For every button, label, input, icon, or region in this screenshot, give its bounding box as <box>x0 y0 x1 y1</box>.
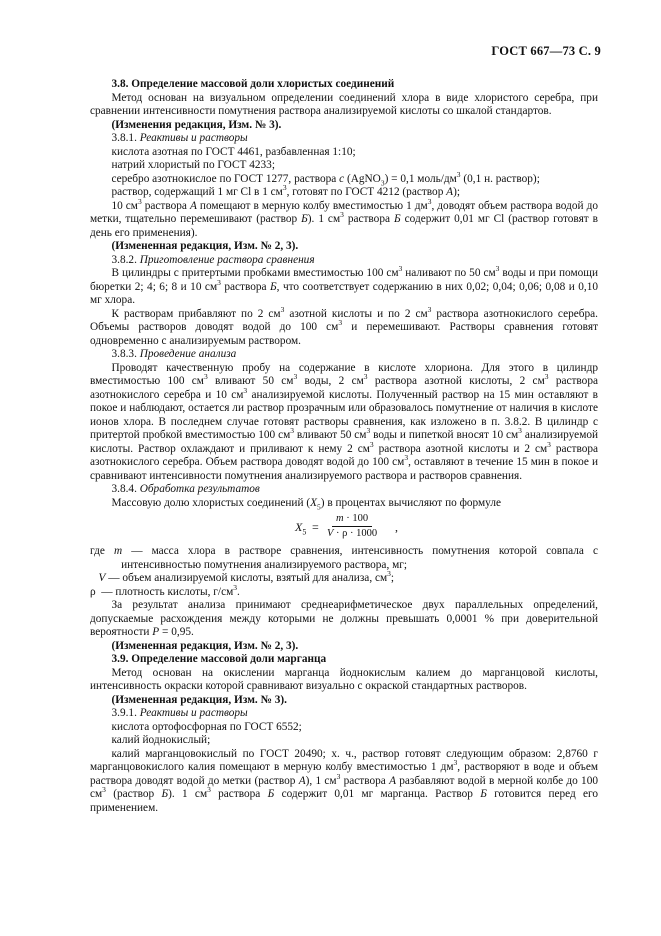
subsection-heading-3-8-3: 3.8.3. Проведение анализа <box>111 348 237 360</box>
amendment-note: (Изменения редакция, Изм. № 3). <box>111 118 282 131</box>
formula-variable-v: V — объем анализируемой кислоты, взятый для анализа, $см^3$; <box>98 569 395 584</box>
formula-numerator: m · 100 <box>332 513 372 527</box>
method-paragraph-3-9: Метод основан на окислении марганца йоднокислым калием до марганцовой кислоты, интенсивность окраски которой сравнивают визуально с окраской стандартных растворов. <box>90 666 598 692</box>
body-paragraph: К растворам прибавляют по 2 $см^3$ азотной кислоты и по 2 $см^3$ раствора азотнокислого серебра. Объемы растворов доводят водой до 100 $см^3$ и перемешивают. Растворы сравнения готовят одновременно с анализируемым раствором. <box>90 304 599 347</box>
method-paragraph-3-8: Метод основан на визуальном определении соединений хлора в виде хлористого серебра, при сравнении интенсивности помутнения раствора анализируемой кислоты со шкалой стандартов. <box>90 91 598 117</box>
page-header: ГОСТ 667—73 С. 9 <box>491 44 601 58</box>
amendment-note: (Измененная редакция, Изм. № 2, 3). <box>111 639 299 652</box>
subsection-heading-3-8-2: 3.8.2. Приготовление раствора сравнения <box>111 253 315 266</box>
result-paragraph: За результат анализа принимают среднеарифметическое двух параллельных определений, допускаемые расхождения между которыми не должны превышать 0,0001 % при доверительной вероятности P = 0,95. <box>90 599 598 638</box>
formula-denominator: V · ρ · 1000 <box>327 528 378 539</box>
formula-x5: $X_5$ = $\frac{m \cdot 100}{V \cdot \rho \cdot 1000}$ , <box>295 513 398 539</box>
section-title-3-8: 3.8. Определение массовой доли хлористых соединений <box>111 78 395 90</box>
reagent-item: кислота ортофосфорная по ГОСТ 6552; <box>111 720 302 733</box>
page-content <box>90 78 598 815</box>
amendment-note: (Измененная редакция, Изм. № 2, 3). <box>111 240 299 252</box>
subsection-heading-3-9-1: 3.9.1. Реактивы и растворы <box>111 707 248 719</box>
formula-variable-m: где m — масса хлора в растворе сравнения, интенсивность помутнения которой совпала с интенсивностью помутнения анализируемого раствора, мг; <box>90 545 599 571</box>
body-paragraph: Проводят качественную пробу на содержание в кислоте хлориона. Для этого в цилиндр вместимостью 100 $см^3$ вливают 50 $см^3$ воды, 2 $см^3$ раствора азотной кислоты, 2 $см^3$ раствора азотнокислого серебра и 10 $см^3$ анализируемой кислоты. Полученный раствор на 15 мин оставляют в покое и наблюдают, остается ли раствор прозрачным или образовалось помутнение от наличия в кислоте ионов хлора. В последнем случае готовят растворы сравнения, как изложено в п. 3.8.2. В цилиндр с притертой пробкой вместимостью 100 $см^3$ вливают 50 $см^3$ воды и пипеткой вносят 10 $см^3$ анализируемой кислоты. Раствор охлаждают и приливают к нему 2 $см^3$ раствора азотной кислоты и 2 $см^3$ раствора азотнокислого серебра. Объем раствора доводят водой до 100 $см^3$, оставляют в течение 15 мин в покое и сравнивают интенсивности помутнения анализируемого раствора и растворов сравнения. <box>90 361 599 482</box>
reagent-item: калий йоднокислый; <box>111 734 211 746</box>
formula-fraction <box>323 513 381 540</box>
reagent-item: натрий хлористый по ГОСТ 4233; <box>111 159 275 171</box>
reagent-paragraph: 10 $см^3$ раствора А помещают в мерную колбу вместимостью 1 $дм^3$, доводят объем раствора водой до метки, тщательно перемешивают (раствор Б). 1 $см^3$ раствора Б содержит 0,01 мг Cl (раствор готовят в день его применения). <box>90 196 599 239</box>
formula-variable-rho: ρ — плотность кислоты, $г/см^3$. <box>90 582 240 598</box>
body-paragraph: Массовую долю хлористых соединений $(X_5)$ в процентах вычисляют по формуле <box>111 496 501 511</box>
reagent-paragraph: калий марганцовокислый по ГОСТ 20490; х. ч., раствор готовят следующим образом: 2,8760 г марганцовокислого калия помещают в мерную колбу вместимостью 1 $дм^3$, растворяют в воде и объем раствора доводят водой до метки (раствор А), 1 $см^3$ раствора А разбавляют водой в мерной колбе до 100 $см^3$ (раствор Б). 1 $см^3$ раствора Б содержит 0,01 мг марганца. Раствор Б готовится перед его применением. <box>90 747 599 814</box>
formula-lhs: $X_5$ <box>295 520 307 537</box>
body-paragraph: В цилиндры с притертыми пробками вместимостью 100 $см^3$ наливают по 50 $см^3$ воды и при помощи бюретки 2; 4; 6; 8 и 10 $см^3$ раствора Б, что соответствует содержанию в них 0,02; 0,04; 0,06; 0,08 и 0,10 мг хлора. <box>90 264 599 306</box>
subsection-heading-3-8-1: 3.8.1. Реактивы и растворы <box>111 132 248 144</box>
amendment-note: (Измененная редакция, Изм. № 3). <box>111 693 287 706</box>
section-title-3-9: 3.9. Определение массовой доли марганца <box>111 653 327 665</box>
subsection-heading-3-8-4: 3.8.4. Обработка результатов <box>111 483 260 495</box>
reagent-item: кислота азотная по ГОСТ 4461, разбавленная 1:10; <box>111 145 356 158</box>
reagent-item: раствор, содержащий 1 мг Cl в 1 $см^3$, готовят по ГОСТ 4212 (раствор А); <box>111 183 460 198</box>
formula-equals: = <box>312 520 319 534</box>
reagent-item: серебро азотнокислое по ГОСТ 1277, раствора c (AgNO$_3$) = 0,1 моль/$дм^3$ (0,1 н. раствор); <box>111 169 540 187</box>
